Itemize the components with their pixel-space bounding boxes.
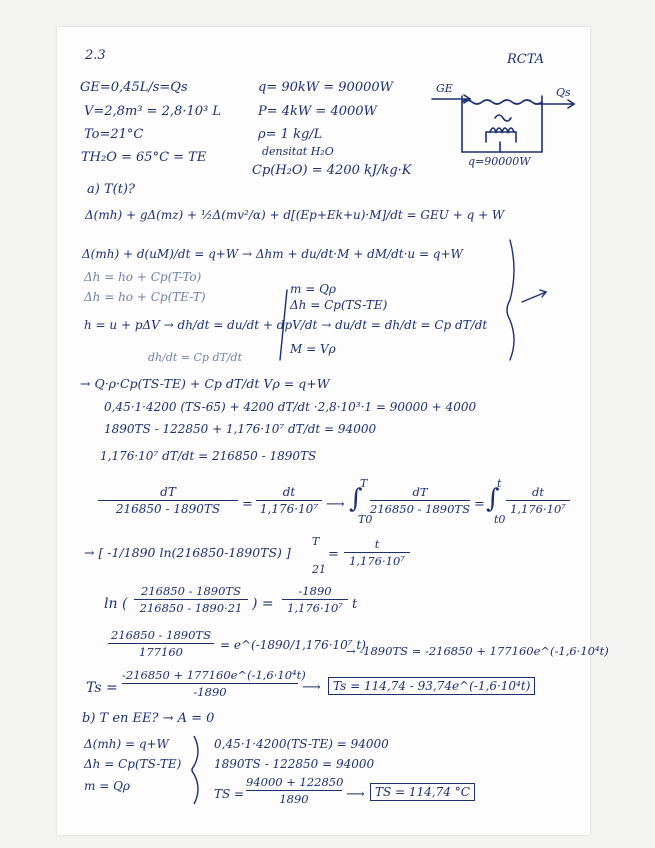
exp-rhs: = e^(-1890/1,176·10⁷ t)	[220, 638, 366, 652]
ts-fraction-den: -1890	[193, 685, 227, 699]
part-b-fraction	[246, 775, 342, 806]
arrow-to-integral: ⟶	[326, 497, 345, 512]
part-b-eq-1: Δ(mh) = q+W	[84, 737, 169, 751]
part-b-ts-label: TS =	[214, 787, 245, 801]
given-p: P= 4kW = 4000W	[258, 104, 377, 119]
given-volume: V=2,8m³ = 2,8·10³ L	[84, 104, 221, 119]
answer-label: RCTA	[507, 52, 545, 67]
diagram-in-label: GE	[436, 82, 453, 95]
integral-lhs-num: dT	[412, 485, 428, 499]
integral-sign-rhs: ∫	[486, 484, 500, 514]
equals-sign-3: =	[328, 547, 339, 562]
step-2: 0,45·1·4200 (TS-65) + 4200 dT/dt ·2,8·10³·1 = 90000 + 4000	[104, 400, 477, 414]
separation-lhs-num: dT	[160, 485, 176, 499]
exp-fraction-den: 177160	[139, 645, 183, 659]
integral-upper-t: t	[497, 477, 502, 490]
energy-balance: Δ(mh) + gΔ(mz) + ½Δ(mv²/α) + d[(Ep+Ek+u)·M]/dt = GEU + q + W	[85, 208, 505, 222]
part-a-label: a) T(t)?	[87, 182, 135, 197]
ln-open: ln (	[104, 596, 128, 612]
log-integral: → [ -1/1890 ln(216850-1890TS) ]	[84, 545, 291, 560]
given-cp: Cp(H₂O) = 4200 kJ/kg·K	[252, 163, 412, 178]
separation-rhs-num: dt	[282, 485, 296, 499]
step-4: 1,176·10⁷ dT/dt = 216850 - 1890TS	[100, 449, 317, 463]
enthalpy-note-1: Δh = ho + Cp(T-To)	[84, 270, 202, 284]
integral-lower-T0: T0	[358, 513, 373, 526]
diagram-heater-label: q=90000W	[468, 155, 531, 168]
mass-flow-eq: m = Qρ	[290, 282, 336, 296]
equals-sign-2: =	[474, 497, 485, 512]
log-rhs-den: 1,176·10⁷	[349, 554, 405, 568]
log-rhs-num: t	[374, 537, 380, 551]
integral-upper-T: T	[360, 477, 368, 490]
given-rho: ρ= 1 kg/L	[258, 127, 323, 142]
part-b-fraction-den: 1890	[279, 792, 309, 806]
part-b-fraction-num: 94000 + 122850	[246, 775, 344, 789]
separation-lhs-den: 216850 - 1890TS	[115, 502, 221, 516]
enthalpy-note-2: Δh = ho + Cp(TE-T)	[84, 290, 206, 304]
integral-lower-t0: t0	[494, 513, 506, 526]
part-b-eq-2: Δh = Cp(TS-TE)	[84, 757, 182, 771]
ln-fraction-den: 216850 - 1890·21	[139, 601, 243, 615]
enthalpy-change-eq: Δh = Cp(TS-TE)	[290, 298, 388, 312]
integral-rhs-num: dt	[532, 485, 544, 499]
ts-label: Ts =	[86, 680, 118, 696]
part-b-final-result: TS = 114,74 °C	[370, 783, 475, 801]
exp-fraction-num: 216850 - 1890TS	[111, 628, 211, 642]
integral-lhs-den: 216850 - 1890TS	[370, 502, 470, 516]
ln-close: ) =	[252, 596, 274, 612]
part-b-eq-3: m = Qρ	[84, 779, 130, 793]
part-b-label: b) T en EE? → A = 0	[82, 711, 215, 726]
problem-number: 2.3	[85, 48, 106, 63]
given-th2o: TH₂O = 65°C = TE	[81, 150, 207, 165]
arrow-to-part-b-final: ⟶	[346, 787, 365, 802]
balance-expanded: Δ(mh) + d(uM)/dt = q+W → Δhm + du/dt·M + dM/dt·u = q+W	[82, 247, 463, 261]
given-t0: To=21°C	[84, 127, 144, 142]
mass-volume-eq: M = Vρ	[290, 342, 336, 356]
given-q: q= 90kW = 90000W	[258, 80, 394, 95]
enthalpy-derivative-eq: h = u + pΔV → dh/dt = du/dt + dpV/dt → du/dt = dh/dt = Cp dT/dt	[84, 318, 488, 332]
equals-sign: =	[242, 497, 253, 512]
given-ge: GE=0,45L/s=Qs	[80, 80, 188, 95]
ln-fraction-num: 216850 - 1890TS	[141, 584, 241, 598]
ts-fraction-num: -216850 + 177160e^(-1,6·10⁴t)	[122, 668, 306, 682]
diagram-out-label: Qs	[556, 86, 571, 99]
integral-rhs-den: 1,176·10⁷	[510, 502, 566, 516]
integral-sign-lhs: ∫	[349, 484, 363, 514]
arrow-to-ts-final: ⟶	[302, 680, 321, 695]
log-limit-bottom: 21	[312, 563, 326, 576]
ts-final-result: Ts = 114,74 - 93,74e^(-1,6·10⁴t)	[328, 677, 535, 695]
ln-rhs-num: -1890	[298, 584, 332, 598]
ln-rhs-t: t	[352, 597, 358, 612]
step-3: 1890TS - 122850 + 1,176·10⁷ dT/dt = 94000	[104, 422, 377, 436]
exp-side-step: → -1890TS = -216850 + 177160e^(-1,6·10⁴t)	[346, 644, 609, 658]
log-limit-top: T	[312, 535, 320, 548]
separation-rhs-den: 1,176·10⁷	[259, 502, 319, 516]
ln-rhs-den: 1,176·10⁷	[287, 601, 343, 615]
given-rho-note: densitat H₂O	[262, 145, 334, 158]
part-b-rhs-2: 1890TS - 122850 = 94000	[214, 757, 375, 771]
step-1: → Q·ρ·Cp(TS-TE) + Cp dT/dt Vρ = q+W	[80, 376, 330, 391]
part-b-rhs-1: 0,45·1·4200(TS-TE) = 94000	[214, 737, 389, 751]
enthalpy-derivative-note: dh/dt = Cp dT/dt	[148, 351, 243, 364]
